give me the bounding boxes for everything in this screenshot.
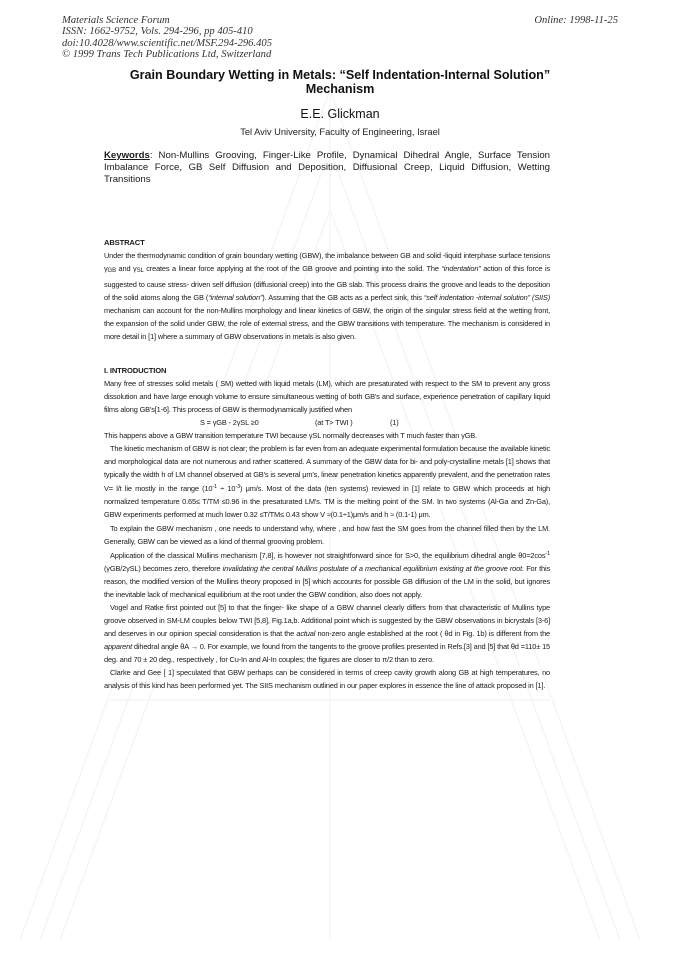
- equation-1: [104, 416, 550, 429]
- p5-text-a: Application of the classical Mullins mechanism [7,8], is however not straightforward since for S>0, the equilibrium dihedral angle θ0=2cos: [110, 550, 546, 560]
- copyright-line: © 1999 Trans Tech Publications Ltd, Switzerland: [62, 49, 272, 61]
- abstract-heading: ABSTRACT: [104, 238, 145, 247]
- p6-text-a: Vogel and Ratke first pointed out [5] to that the finger- like shape of a GBW channel clearly differs from that characteristic of Mullins type groove observed in SM-LM couples below TWI [5,8], Fig.1a,b. Additional point which is suggested by the GBW observations in bicrystals [3-6] and deserves in our opinion special consideration is that the: [104, 602, 550, 638]
- p3-mid: ÷ 10: [216, 484, 236, 494]
- introduction-section: [104, 364, 550, 692]
- author-name: E.E. Glickman: [300, 107, 380, 121]
- gamma-symbol: γ: [133, 264, 137, 274]
- p5-italic: invalidating the central Mullins postulate of a mechanical equilibrium existing at the groove root.: [222, 563, 524, 573]
- abstract-text-3: action of this force is suggested to cause stress- driven self diffusion (diffusional creep) into the GB slab. This process drains the groove and leads to the deposition of the solid atoms along the GB (: [104, 264, 550, 303]
- p5-text-b: (γGB/2γSL) becomes zero, therefore: [104, 563, 223, 573]
- subscript-gb: GB: [107, 268, 116, 275]
- abstract-section: [104, 236, 550, 343]
- abstract-italic-siis: “self indentation -internal solution” (SIIS): [423, 293, 551, 303]
- p3-text: The kinetic mechanism of GBW is not clear; the problem is far even from an adequate experimental formulation because the available kinetic and morphological data are not numerous and rather scattered. A summary of the GBW data for bi- and poly-crystalline metals [1] shows that typically the width h of LM channel observed at GB's is several μm's, linear penetration kinetics apparently prevalent, and the penetration rates V= l/t lie mostly in the range (10: [104, 444, 550, 494]
- online-date: Online: 1998-11-25: [534, 15, 618, 26]
- intro-paragraph-6: [104, 601, 550, 666]
- abstract-text-1: Under the thermodynamic condition of grain boundary wetting (GBW), the imbalance between GB and solid -liquid interphase surface tensions γ: [104, 251, 550, 274]
- abstract-text-5: mechanism can account for the non-Mullins morphology and linear kinetics of GBW, the origin of the singular stress field at the wetting front, the expansion of the solid under GBW, the role of external stress, and the GBW transitions with temperature. The mechanism is considered in more detail in [1] where a summary of GBW observations in metals is also given.: [104, 306, 550, 342]
- p5-text-c: For this reason, the modified version of the Mullins theory proposed in [5] which accounts for possible GB diffusion of the LM in the solid, but ignores the inevitable lack of mechanical equilibrium at the root under the GBW condition, also does not apply.: [104, 563, 550, 599]
- abstract-text-2: creates a linear force applying at the root of the GB groove and pointing into the solid. The: [143, 264, 442, 274]
- paper-title: [62, 68, 618, 96]
- journal-header: [62, 15, 618, 61]
- abstract-text-4: ). Assuming that the GB acts as a perfect sink, this: [262, 293, 424, 303]
- intro-paragraph-4: To explain the GBW mechanism , one needs to understand why, where , and how fast the SM goes from the channel filled then by the LM. Generally, GBW can be viewed as a kind of thermal grooving problem.: [104, 523, 550, 546]
- intro-paragraph-5: [104, 548, 550, 601]
- keywords-text: : Non-Mullins Grooving, Finger-Like Profile, Dynamical Dihedral Angle, Surface Tension Imbalance Force, GB Self Diffusion and Deposition, Diffusional Creep, Liquid Diffusion, Wetting Transitions: [104, 150, 550, 185]
- p3-end: ) μm/s. Most of the data (ten systems) reviewed in [1] relate to GBW which proceeds at high normalized temperature 0.65≤ T/TM ≤0.96 in the presaturated LM's. TM is the melting point of the SM. In two systems (Al-Ga and Zn-Ga), GBW experiments performed at much lower 0.32 ≤T/TM≤ 0.43 show V ≈(0.1÷1)μm/s and h ≈ (0.1-1) μm.: [104, 484, 550, 520]
- abstract-paragraph: [104, 249, 550, 343]
- intro-paragraph-2: This happens above a GBW transition temperature TWI because γSL normally decreases with T much faster than γGB.: [104, 431, 477, 441]
- keywords: [104, 150, 550, 186]
- title-line-2: Mechanism: [305, 82, 375, 96]
- abstract-italic-internal: “internal solution”: [208, 293, 263, 303]
- p6-italic-apparent: apparent: [104, 641, 132, 651]
- abstract-and: and: [115, 264, 134, 274]
- p3-superscript-1: -1: [212, 484, 217, 491]
- p6-text-c: dihedral angle θA → 0. For example, we found from the tangents to the groove profiles presented in Refs.[3] and [5] that θd =110± 15 deg. and 70 ± 20 deg., respectively , for Cu-In and Al-In couples; the figures are closer to π/2 than to zero.: [104, 641, 550, 664]
- issn-line: ISSN: 1662-9752, Vols. 294-296, pp 405-410: [62, 26, 253, 38]
- abstract-italic-indentation: “indentation”: [441, 264, 481, 274]
- subscript-sl: SL: [136, 268, 144, 275]
- p6-text-b: non-zero angle established at the root ( θd in Fig. 1b) is different from the: [315, 628, 550, 638]
- intro-paragraph-3: [104, 442, 550, 521]
- journal-name: Materials Science Forum: [62, 15, 170, 26]
- p5-superscript: -1: [545, 550, 550, 557]
- intro-paragraph-7: Clarke and Gee [ 1] speculated that GBW perhaps can be considered in terms of creep cavity growth along GB at high temperatures, no analysis of this kind has been performed yet. The SIIS mechanism outlined in our paper explores in essence the line of attack proposed in [1].: [104, 668, 550, 691]
- equation-lhs: S = γGB - 2γSL ≥0: [200, 418, 259, 428]
- title-line-1: Grain Boundary Wetting in Metals: “Self Indentation-Internal Solution”: [129, 68, 551, 82]
- intro-heading: I. INTRODUCTION: [104, 366, 167, 375]
- affiliation: Tel Aviv University, Faculty of Engineering, Israel: [240, 127, 440, 137]
- p6-italic-actual: actual: [296, 628, 316, 638]
- equation-number: (1): [390, 418, 399, 428]
- doi-line: doi:10.4028/www.scientific.net/MSF.294-296.405: [62, 37, 272, 49]
- equation-condition: (at T> TWI ): [315, 418, 353, 428]
- p3-superscript-2: -3: [235, 484, 240, 491]
- intro-paragraph-1: Many free of stresses solid metals ( SM) wetted with liquid metals (LM), which are presaturated with respect to the SM to prevent any gross dissolution and have large enough volume to ensure simultaneous wetting of both GB's and surface, experience penetration of capillary liquid films along GB's[1-6]. This process of GBW is thermodynamically justified when: [104, 379, 550, 415]
- keywords-label: Keywords: [104, 150, 150, 161]
